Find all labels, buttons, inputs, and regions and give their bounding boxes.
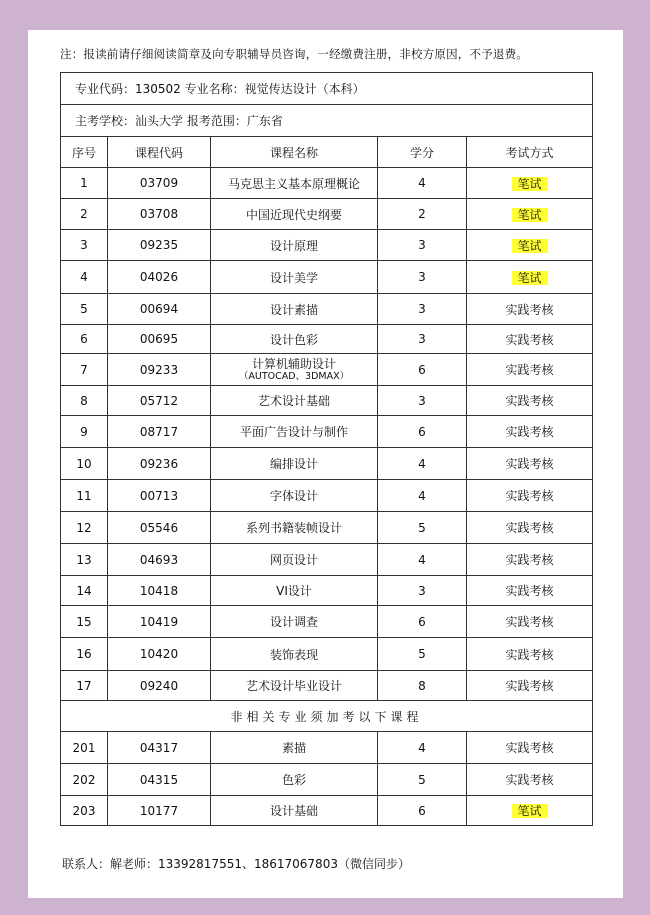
cell-name: 字体设计 (211, 480, 378, 512)
cell-name: 设计色彩 (211, 325, 378, 354)
cell-exam (467, 638, 593, 671)
header-name: 课程名称 (211, 137, 378, 168)
table-row (61, 199, 593, 230)
cell-exam (467, 732, 593, 764)
cell-no: 15 (61, 606, 108, 638)
cell-name: 设计调查 (211, 606, 378, 638)
cell-code: 00694 (108, 294, 211, 325)
cell-credit: 5 (378, 512, 467, 544)
cell-no: 203 (61, 796, 108, 826)
exam-method: 实践考核 (505, 584, 554, 598)
cell-exam (467, 386, 593, 416)
contact-info: 联系人：解老师：13392817551、18617067803（微信同步） (62, 857, 410, 871)
cell-no: 5 (61, 294, 108, 325)
cell-exam (467, 294, 593, 325)
table-row (61, 544, 593, 576)
table-row (61, 796, 593, 826)
header-row (61, 137, 593, 168)
cell-credit: 4 (378, 168, 467, 199)
cell-exam (467, 354, 593, 386)
exam-method: 实践考核 (505, 394, 554, 408)
exam-method: 实践考核 (505, 553, 554, 567)
cell-name: 设计美学 (211, 261, 378, 294)
info-row-school (61, 105, 593, 137)
cell-code: 04315 (108, 764, 211, 796)
header-no: 序号 (61, 137, 108, 168)
cell-name: 色彩 (211, 764, 378, 796)
cell-code: 09233 (108, 354, 211, 386)
cell-credit: 3 (378, 261, 467, 294)
cell-credit: 6 (378, 416, 467, 448)
cell-name: 系列书籍装帧设计 (211, 512, 378, 544)
cell-credit: 3 (378, 294, 467, 325)
table-row (61, 448, 593, 480)
exam-method: 实践考核 (505, 647, 554, 662)
cell-code: 00695 (108, 325, 211, 354)
cell-exam (467, 480, 593, 512)
cell-no: 14 (61, 576, 108, 606)
course-name: 计算机辅助设计 (251, 356, 336, 371)
cell-exam (467, 796, 593, 826)
cell-no: 202 (61, 764, 108, 796)
cell-name: 平面广告设计与制作 (211, 416, 378, 448)
cell-code: 05546 (108, 512, 211, 544)
notice-text: 注：报读前请仔细阅读简章及向专职辅导员咨询，一经缴费注册，非校方原因，不予退费。 (60, 47, 528, 61)
cell-name: 装饰表现 (211, 638, 378, 671)
section-label: 非相关专业须加考以下课程 (61, 701, 593, 732)
cell-exam (467, 606, 593, 638)
cell-exam (467, 512, 593, 544)
cell-code: 09236 (108, 448, 211, 480)
cell-code: 09240 (108, 671, 211, 701)
table-row (61, 671, 593, 701)
cell-code: 10418 (108, 576, 211, 606)
cell-code: 00713 (108, 480, 211, 512)
cell-code: 08717 (108, 416, 211, 448)
cell-credit: 5 (378, 764, 467, 796)
cell-credit: 3 (378, 325, 467, 354)
course-name-sub: （AUTOCAD、3DMAX） (238, 370, 350, 382)
cell-code: 05712 (108, 386, 211, 416)
cell-no: 6 (61, 325, 108, 354)
cell-credit: 8 (378, 671, 467, 701)
cell-exam (467, 168, 593, 199)
cell-credit: 3 (378, 386, 467, 416)
cell-exam (467, 199, 593, 230)
table-row (61, 230, 593, 261)
cell-no: 3 (61, 230, 108, 261)
cell-credit: 6 (378, 354, 467, 386)
cell-exam (467, 230, 593, 261)
cell-no: 7 (61, 354, 108, 386)
header-code: 课程代码 (108, 137, 211, 168)
table-row (61, 606, 593, 638)
cell-credit: 4 (378, 732, 467, 764)
table-row (61, 325, 593, 354)
cell-exam (467, 448, 593, 480)
cell-credit: 4 (378, 448, 467, 480)
cell-credit: 2 (378, 199, 467, 230)
exam-method: 实践考核 (505, 302, 554, 317)
table-row (61, 294, 593, 325)
cell-exam (467, 764, 593, 796)
exam-method: 实践考核 (505, 363, 554, 377)
cell-credit: 4 (378, 480, 467, 512)
cell-name (211, 354, 378, 386)
cell-code: 09235 (108, 230, 211, 261)
exam-method: 实践考核 (505, 615, 554, 629)
cell-credit: 5 (378, 638, 467, 671)
exam-badge-highlighted: 笔试 (512, 239, 548, 253)
exam-method: 实践考核 (505, 425, 554, 439)
table-row (61, 732, 593, 764)
cell-name: 设计基础 (211, 796, 378, 826)
section-row (61, 701, 593, 732)
table-row (61, 764, 593, 796)
cell-credit: 3 (378, 576, 467, 606)
cell-no: 2 (61, 199, 108, 230)
cell-no: 9 (61, 416, 108, 448)
cell-no: 16 (61, 638, 108, 671)
major-info: 专业代码：130502 专业名称：视觉传达设计（本科） (61, 73, 593, 105)
exam-method: 实践考核 (505, 521, 554, 535)
cell-credit: 4 (378, 544, 467, 576)
table-row (61, 261, 593, 294)
table-row (61, 480, 593, 512)
cell-exam (467, 416, 593, 448)
cell-no: 10 (61, 448, 108, 480)
cell-no: 4 (61, 261, 108, 294)
cell-code: 03708 (108, 199, 211, 230)
cell-name: 中国近现代史纲要 (211, 199, 378, 230)
table-row (61, 386, 593, 416)
exam-method: 实践考核 (505, 457, 554, 471)
cell-no: 12 (61, 512, 108, 544)
cell-exam (467, 671, 593, 701)
table-row (61, 168, 593, 199)
cell-name: 素描 (211, 732, 378, 764)
table-row (61, 354, 593, 386)
exam-badge-highlighted: 笔试 (512, 804, 548, 818)
info-row-major (61, 73, 593, 105)
school-info: 主考学校：汕头大学 报考范围：广东省 (61, 105, 593, 137)
cell-exam (467, 544, 593, 576)
cell-name: 马克思主义基本原理概论 (211, 168, 378, 199)
cell-credit: 6 (378, 606, 467, 638)
table-row (61, 416, 593, 448)
cell-no: 13 (61, 544, 108, 576)
cell-name: 设计原理 (211, 230, 378, 261)
cell-no: 201 (61, 732, 108, 764)
document-sheet (28, 30, 623, 898)
cell-name: 设计素描 (211, 294, 378, 325)
cell-credit: 6 (378, 796, 467, 826)
cell-code: 10419 (108, 606, 211, 638)
exam-badge-highlighted: 笔试 (512, 271, 548, 285)
cell-no: 8 (61, 386, 108, 416)
header-exam: 考试方式 (467, 137, 593, 168)
cell-name: 艺术设计毕业设计 (211, 671, 378, 701)
cell-no: 11 (61, 480, 108, 512)
cell-credit: 3 (378, 230, 467, 261)
exam-method: 实践考核 (505, 489, 554, 503)
exam-method: 实践考核 (505, 773, 554, 787)
cell-name: 艺术设计基础 (211, 386, 378, 416)
cell-exam (467, 261, 593, 294)
cell-name: VI设计 (211, 576, 378, 606)
exam-method: 实践考核 (505, 332, 554, 347)
table-row (61, 638, 593, 671)
table-row (61, 512, 593, 544)
cell-code: 04693 (108, 544, 211, 576)
cell-no: 1 (61, 168, 108, 199)
table-row (61, 576, 593, 606)
exam-method: 实践考核 (505, 741, 554, 755)
exam-badge-highlighted: 笔试 (512, 177, 548, 191)
cell-name: 网页设计 (211, 544, 378, 576)
course-table (60, 72, 593, 826)
cell-code: 04026 (108, 261, 211, 294)
cell-code: 03709 (108, 168, 211, 199)
cell-exam (467, 325, 593, 354)
header-credit: 学分 (378, 137, 467, 168)
cell-code: 04317 (108, 732, 211, 764)
cell-code: 10420 (108, 638, 211, 671)
cell-code: 10177 (108, 796, 211, 826)
exam-method: 实践考核 (505, 679, 554, 693)
cell-exam (467, 576, 593, 606)
cell-no: 17 (61, 671, 108, 701)
cell-name: 编排设计 (211, 448, 378, 480)
exam-badge-highlighted: 笔试 (512, 208, 548, 222)
